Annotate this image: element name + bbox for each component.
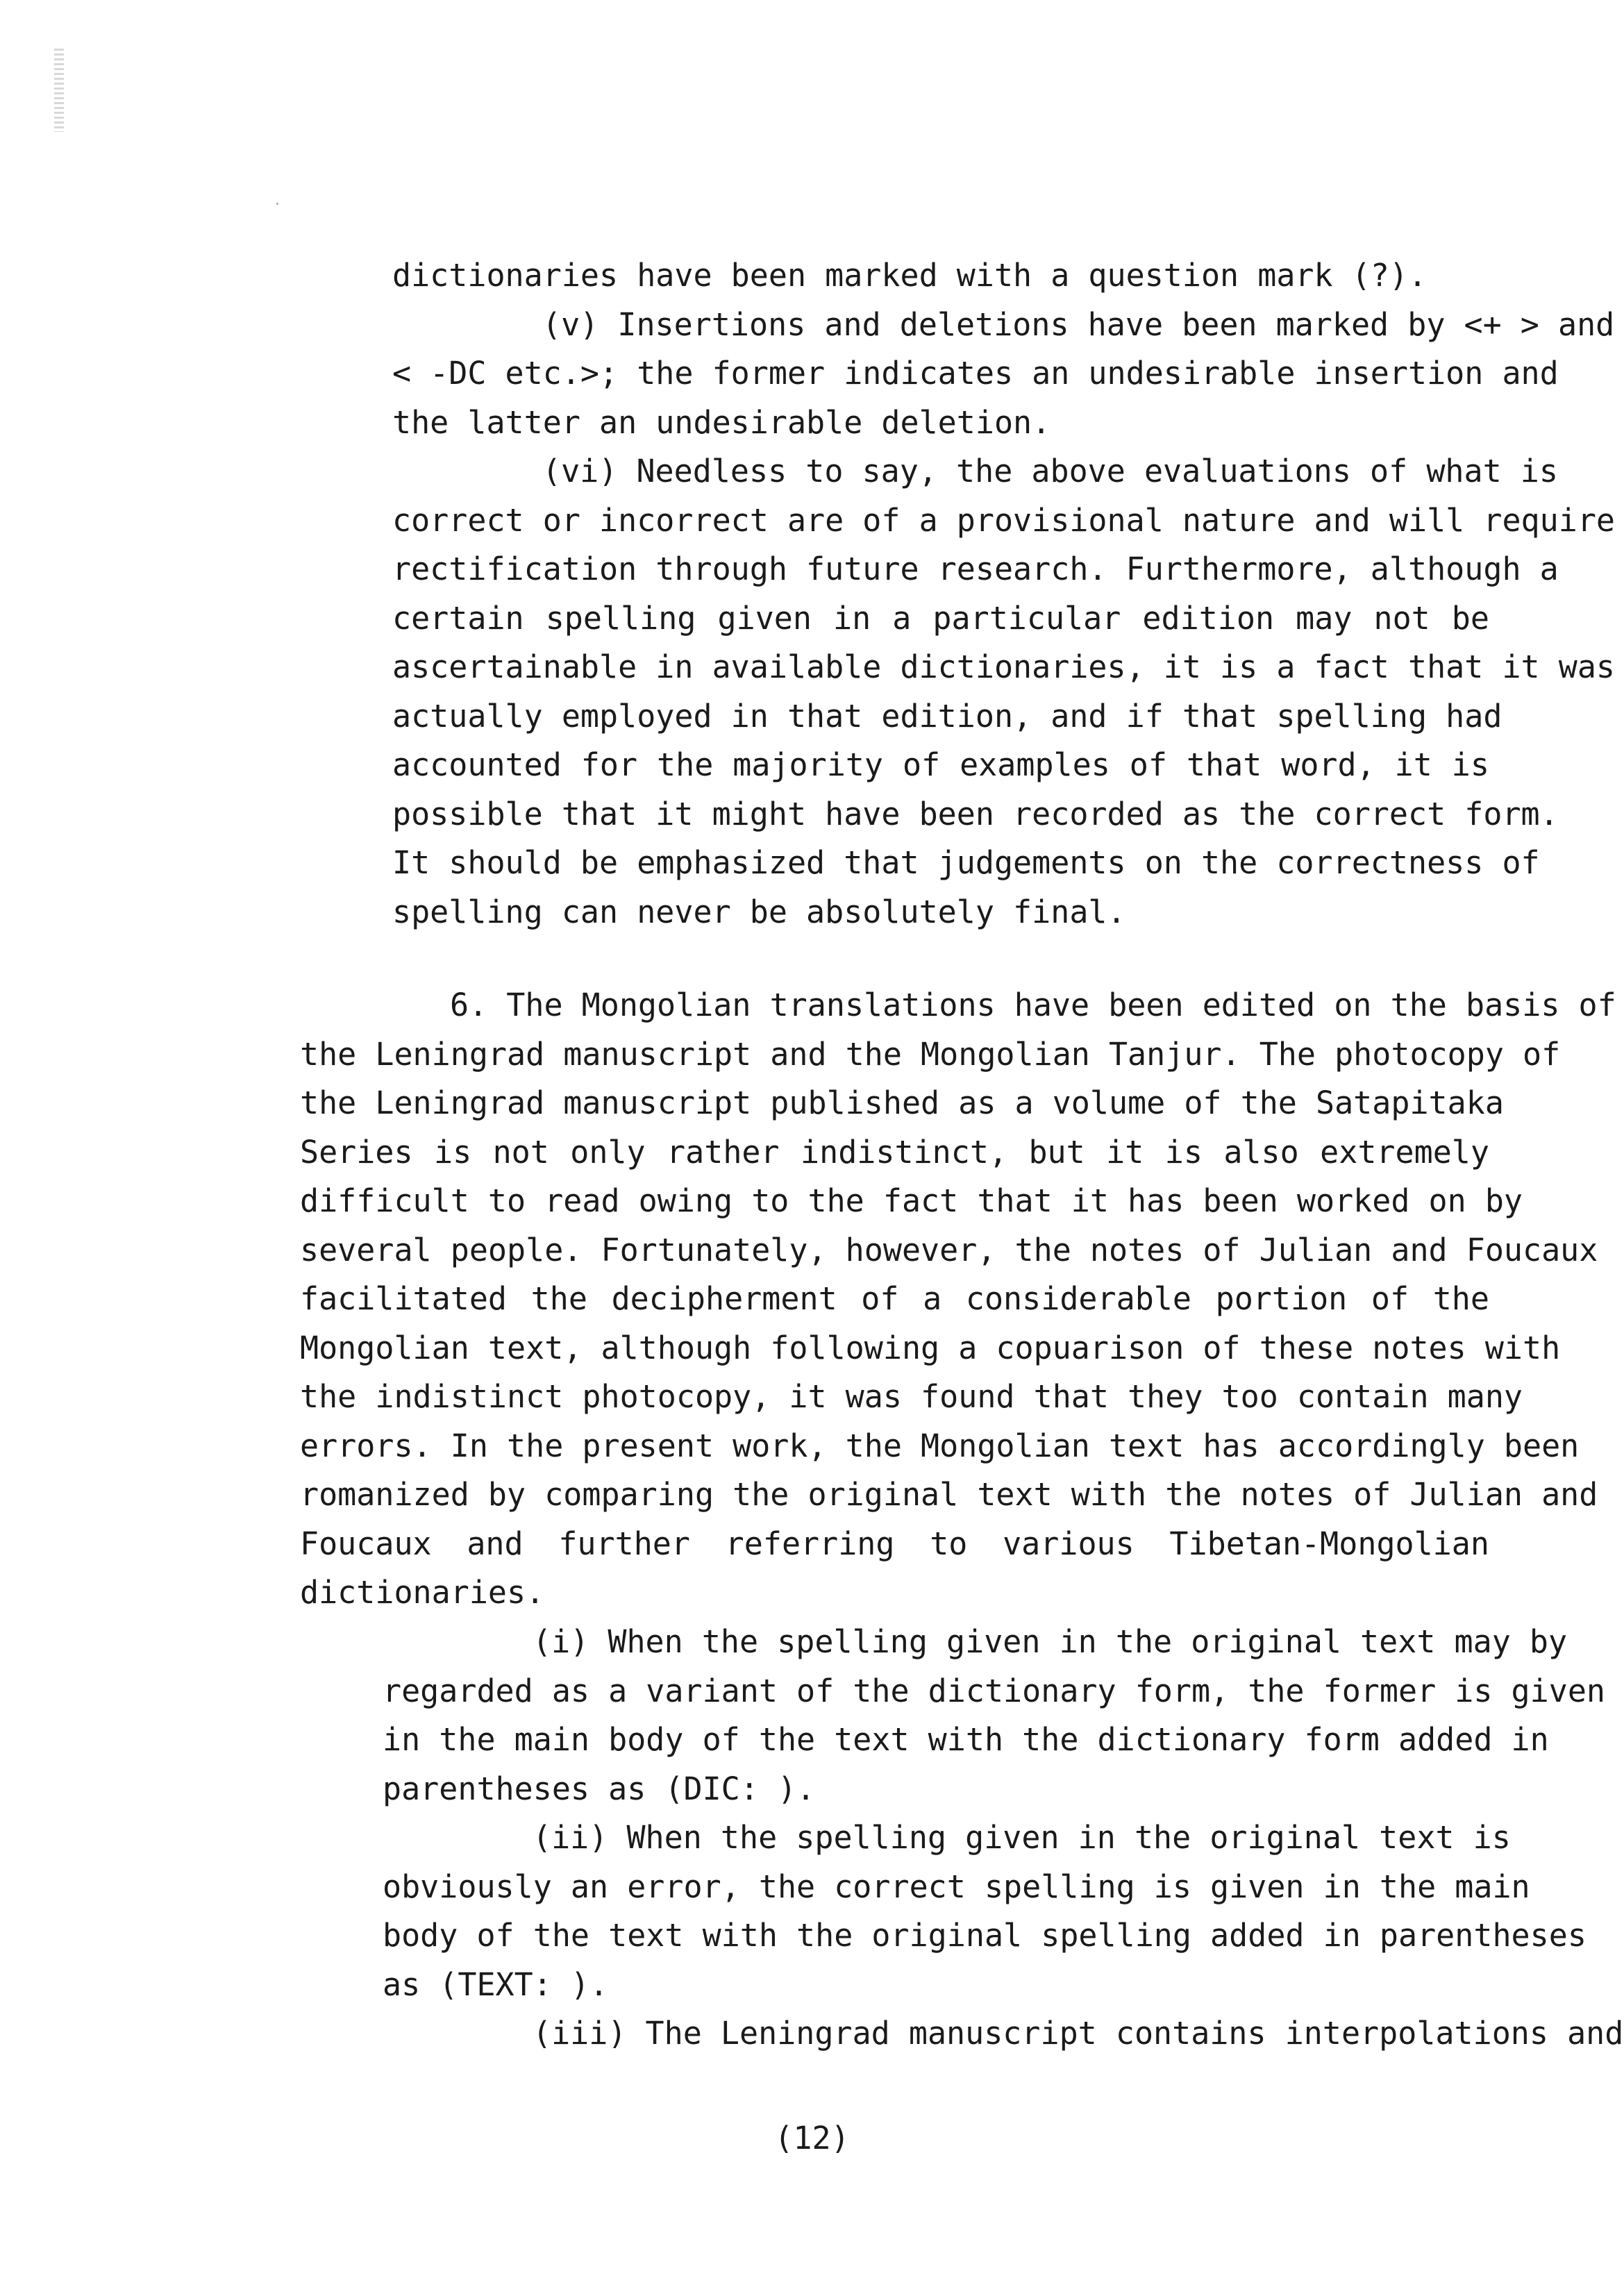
text-line: the Leningrad manuscript published as a volume of the Satapitaka [300,1084,1504,1121]
text-line: as (TEXT: ). [383,1966,609,2003]
text-line: 6. The Mongolian translations have been edited on the basis of [450,987,1616,1023]
text-line: (i) When the spelling given in the original text may by [533,1623,1568,1660]
text-line: possible that it might have been recorded as the correct form. [392,795,1559,832]
text-line: spelling can never be absolutely final. [392,893,1126,930]
text-line: the latter an undesirable deletion. [392,403,1051,441]
text-line: in the main body of the text with the dictionary form added in [383,1721,1549,1758]
text-line: (vi) Needless to say, the above evaluations of what is [542,453,1558,489]
text-line: Series is not only rather indistinct, but it is also extremely [300,1133,1489,1171]
text-line: difficult to read owing to the fact that it has been worked on by [300,1182,1523,1219]
text-line: < -DC etc.>; the former indicates an undesirable insertion and [392,355,1559,392]
text-line: dictionaries have been marked with a question mark (?). [392,257,1428,294]
text-line: dictionaries. [300,1574,545,1611]
text-line: accounted for the majority of examples of that word, it is [392,746,1489,783]
text-line: correct or incorrect are of a provisional nature and will require [392,501,1615,539]
text-line: (ii) When the spelling given in the original text is [533,1819,1511,1856]
text-line: facilitated the decipherment of a considerable portion of the [300,1280,1489,1317]
scan-artifact [54,49,64,132]
text-line: obviously an error, the correct spelling is given in the main [383,1868,1530,1905]
text-line: ascertainable in available dictionaries, it is a fact that it was [392,648,1615,685]
text-line: regarded as a variant of the dictionary form, the former is given [383,1672,1605,1709]
text-line: Mongolian text, although following a copuarison of these notes with [300,1329,1561,1366]
text-line: certain spelling given in a particular edition may not be [392,599,1489,637]
section-v-vi-text [392,251,1615,937]
text-line: several people. Fortunately, however, the notes of Julian and Foucaux [300,1231,1598,1268]
text-line: It should be emphasized that judgements on the correctness of [392,844,1540,881]
page-number: (12) [774,2120,850,2156]
text-line: body of the text with the original spelling added in parentheses [383,1917,1587,1954]
text-line: (v) Insertions and deletions have been marked by <+ > and [542,305,1615,343]
text-line: Foucaux and further referring to various Tibetan-Mongolian [300,1525,1489,1562]
text-line: the Leningrad manuscript and the Mongolian Tanjur. The photocopy of [300,1035,1561,1073]
text-line: (iii) The Leningrad manuscript contains interpolations and [533,2015,1624,2052]
text-line: rectification through future research. Furthermore, although a [392,551,1559,587]
scan-speck [276,203,278,205]
text-line: romanized by comparing the original text with the notes of Julian and [300,1476,1598,1513]
text-line: the indistinct photocopy, it was found that they too contain many [300,1378,1523,1415]
text-line: actually employed in that edition, and if that spelling had [392,697,1502,735]
text-line: parentheses as (DIC: ). [383,1770,816,1807]
section-6-text [300,981,1616,1618]
text-line: errors. In the present work, the Mongolian text has accordingly been [300,1427,1580,1464]
section-6-items-text [383,1618,1624,2059]
